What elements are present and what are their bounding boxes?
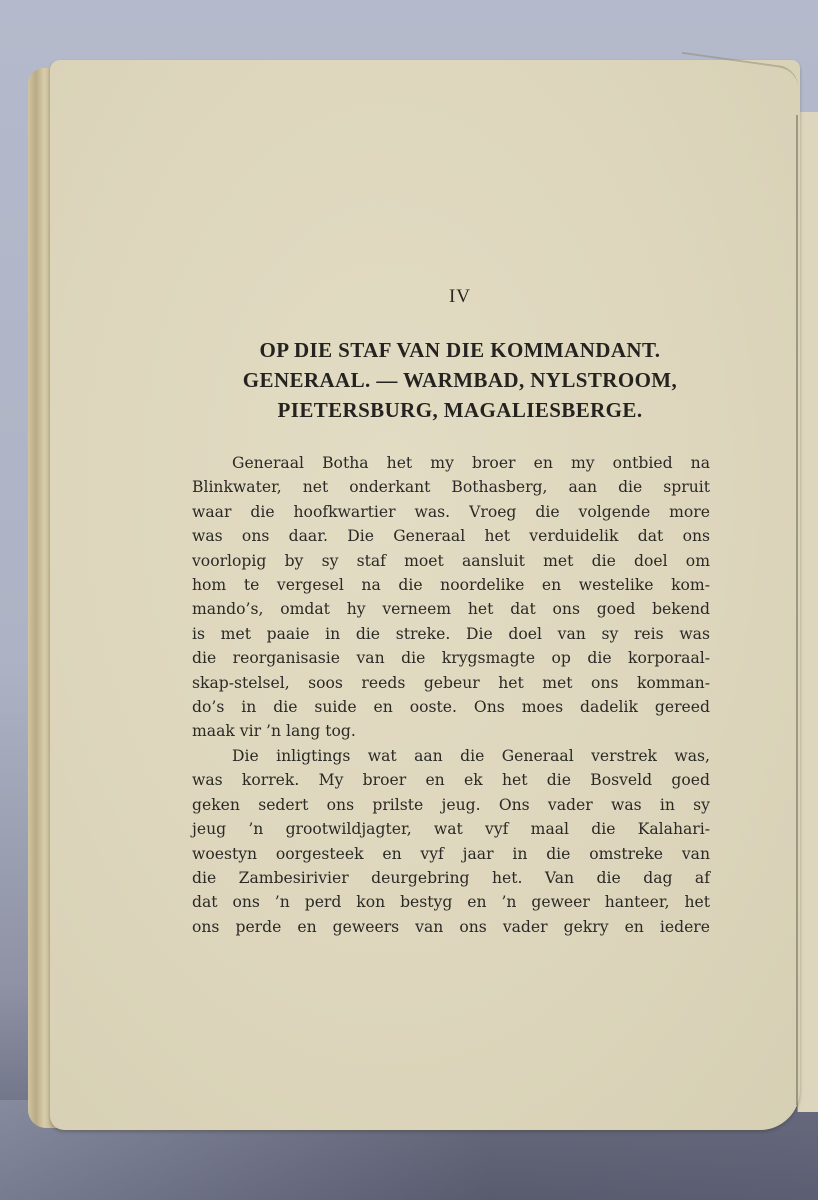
text-line: voorlopig by sy staf moet aansluit met die doel om [192,551,710,570]
text-line: dat ons ’n perd kon bestyg en ’n geweer hanteer, het [192,893,710,912]
chapter-title-line: OP DIE STAF VAN DIE KOMMANDANT. [259,338,661,362]
text-line: skap-stelsel, soos reeds gebeur het met ons komman- [192,673,710,692]
text-line: maak vir ’n lang tog. [192,722,356,741]
text-line: do’s in die suide en ooste. Ons moes dadelik gereed [192,698,710,717]
text-line: die reorganisasie van die krygsmagte op die korporaal- [192,649,710,668]
text-line: Die inligtings wat aan die Generaal verstrek was, [232,746,710,765]
text-line: jeug ’n grootwildjagter, wat vyf maal die Kalahari- [192,820,710,839]
text-line: hom te vergesel na die noordelike en westelike kom- [192,576,710,595]
text-line: ons perde en geweers van ons vader gekry en iedere [192,917,710,936]
text-line: was korrek. My broer en ek het die Bosveld goed [192,771,710,790]
text-line: Generaal Botha het my broer en my ontbied na [232,454,710,472]
text-line: woestyn oorgesteek en vyf jaar in die omstreke van [192,844,710,863]
paragraph-1 [192,451,710,744]
facing-page-edge [797,112,818,1112]
text-line: is met paaie in die streke. Die doel van sy reis was [192,624,710,643]
text-line: was ons daar. Die Generaal het verduidelik dat ons [192,527,710,546]
chapter-title-line: PIETERSBURG, MAGALIESBERGE. [277,398,643,422]
body-text [192,451,710,939]
text-line: Blinkwater, net onderkant Bothasberg, aan die spruit [192,478,710,497]
text-line: die Zambesirivier deurgebring het. Van die dag af [192,868,710,887]
chapter-title-line: GENERAAL. — WARMBAD, NYLSTROOM, [242,368,678,392]
text-line: waar die hoofkwartier was. Vroeg die volgende more [192,502,710,521]
chapter-number: IV [448,286,472,307]
paragraph-2 [192,744,710,939]
book-gutter [796,115,798,1105]
text-line: mando’s, omdat hy verneem het dat ons goed bekend [192,600,710,619]
chapter-title [215,335,705,425]
text-line: geken sedert ons prilste jeug. Ons vader was in sy [192,795,710,814]
